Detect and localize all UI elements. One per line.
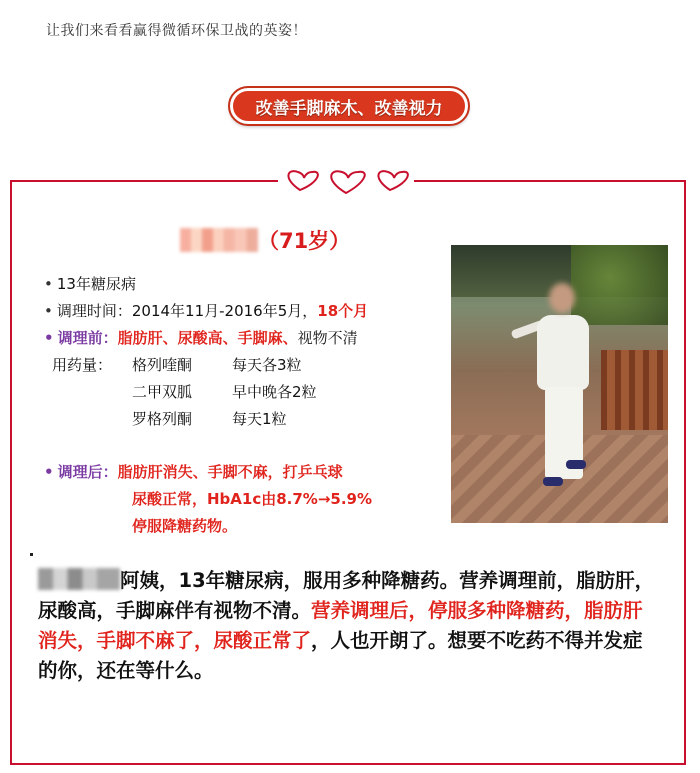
patient-photo <box>451 245 668 523</box>
redacted-name <box>38 568 120 590</box>
med-name: 罗格列酮 <box>132 410 193 428</box>
redacted-name <box>180 228 258 252</box>
after-treatment-line: 尿酸正常，HbA1c由8.7%→5.9% <box>132 490 373 508</box>
section-badge-label: 改善手脚麻木、改善视力 <box>230 88 468 124</box>
section-badge <box>230 88 468 124</box>
summary-text: 阿姨，13年糖尿病，服用多种降糖药。营养调理前，脂肪肝，尿酸高，手脚麻伴有视物不清。营养调理后，停服多种降糖药，脂肪肝消失，手脚不麻了，尿酸正常了，人也开朗了。想要不吃药不得并发症的你，还在等什么。 <box>38 569 655 682</box>
before-treatment: • 调理前：脂肪肝、尿酸高、手脚麻、视物不清 <box>44 329 358 347</box>
med-dose: 每天各3粒 <box>232 356 302 374</box>
after-treatment: • 调理后：脂肪肝消失、手脚不麻，打乒乓球 <box>44 463 343 481</box>
intro-text: 让我们来看看赢得微循环保卫战的英姿！ <box>46 23 307 39</box>
med-dose: 每天1粒 <box>232 410 287 428</box>
after-treatment-line: 停服降糖药物。 <box>132 517 238 535</box>
meds-label: 用药量： <box>52 356 113 374</box>
med-dose: 早中晚各2粒 <box>232 383 317 401</box>
treatment-period: • 调理时间：2014年11月-2016年5月，18个月 <box>44 302 369 320</box>
med-name: 二甲双胍 <box>132 383 193 401</box>
diabetes-history: • 13年糖尿病 <box>44 275 136 293</box>
case-slide <box>28 205 678 545</box>
hearts-ornament-icon <box>278 166 414 196</box>
bullet-dot <box>30 553 33 556</box>
med-name: 格列喹酮 <box>132 356 193 374</box>
patient-name-age: （71岁） <box>180 225 350 255</box>
